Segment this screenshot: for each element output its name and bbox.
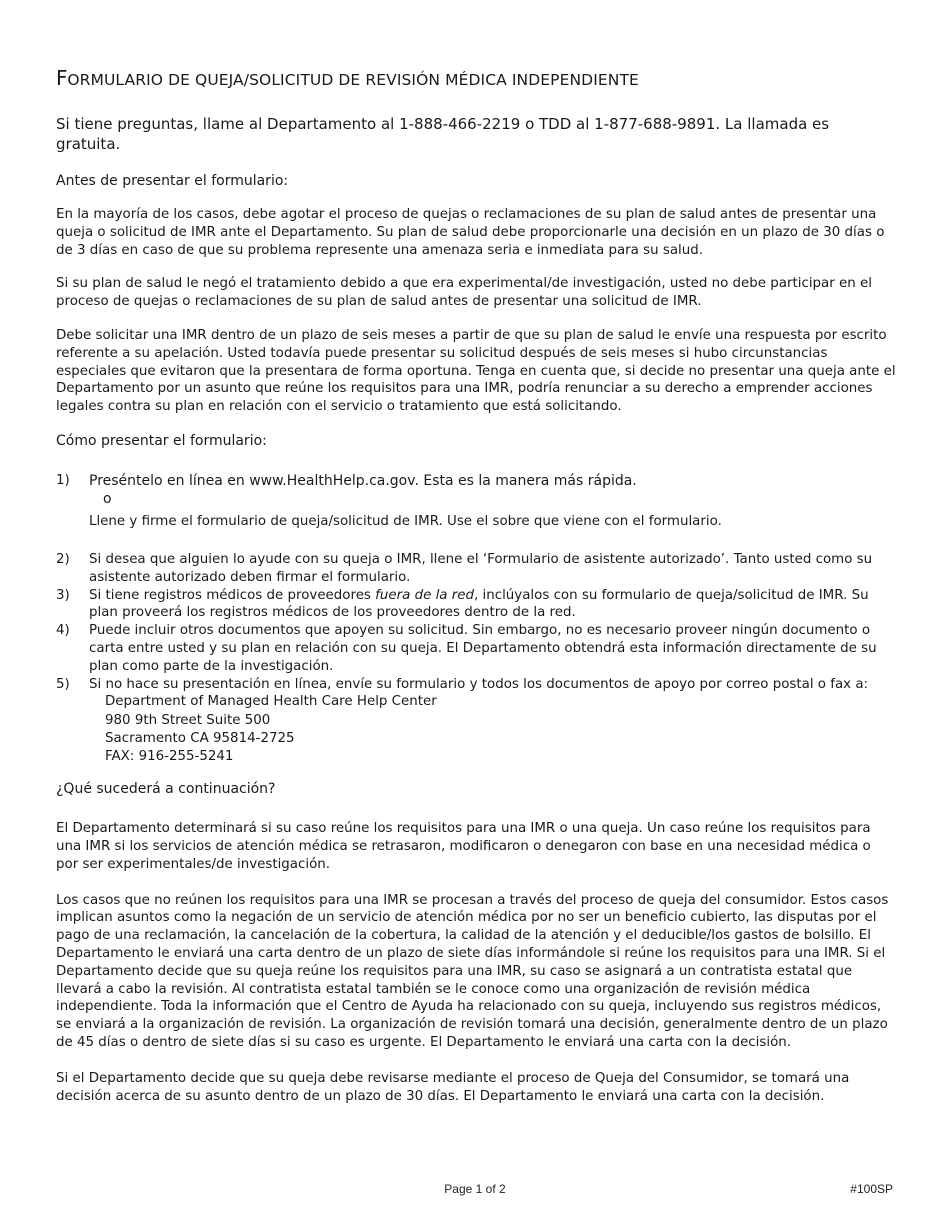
step4-text: Puede incluir otros documentos que apoyen su solicitud. Sin embargo, no es necesario proveer ningún documento o carta entre usted y su plan en relación con su queja. El Departamento obtendrá esta información directamente de su plan como parte de la investigación. [89,623,877,674]
before-paragraph-1: En la mayoría de los casos, debe agotar el proceso de quejas o reclamaciones de su plan de salud antes de presentar una queja o solicitud de IMR ante el Departamento. Su plan de salud debe proporcionarle una decisión en un plazo de 30 días o de 3 días en caso de que su problema represente una amenaza seria e inmediata para su salud. [56,207,885,258]
step-number: 1) [56,472,70,488]
page-number: Page 1 of 2 [444,1182,506,1196]
step-item-5 [56,676,896,767]
address-line: Sacramento CA 95814-2725 [105,730,295,746]
step-item-3 [56,587,896,623]
step1-or: o [103,490,112,507]
page-title [56,64,896,94]
steps-list [56,472,896,766]
title-first-letter: F [56,66,68,90]
how-heading: Cómo presentar el formulario: [56,432,267,449]
step-item-4 [56,622,896,675]
step2-text: Si desea que alguien lo ayude con su queja o IMR, llene el ‘Formulario de asistente autorizado’. Tanto usted como su asistente autorizado deben firmar el formulario. [89,551,873,585]
next-paragraph-2: Los casos que no reúnen los requisitos para una IMR se procesan a través del proceso de queja del consumidor. Estos casos implican asuntos como la negación de un servicio de atención médica por no ser un beneficio cubierto, las disputas por el pago de una reclamación, la cancelación de la cobertura, la calidad de la atención y el deducible/los gastos de bolsillo. El Departamento le enviará una carta dentro de un plazo de siete días informándole si reúne los requisitos para una IMR. Si el Departamento decide que su queja reúne los requisitos para una IMR, su caso se asignará a un contratista estatal que llevará a cabo la revisión. Al contratista estatal también se le conoce como una organización de revisión médica independiente. Toda la información que el Centro de Ayuda ha relacionado con su queja, incluyendo sus registros médicos, se enviará a la organización de revisión. La organización de revisión tomará una decisión, generalmente dentro de un plazo de 45 días o dentro de siete días si su caso es urgente. El Departamento le enviará una carta con la decisión. [56,892,889,1050]
before-heading: Antes de presentar el formulario: [56,173,289,189]
step-item-2 [56,551,896,587]
mailing-address [89,693,896,766]
step3-text-post: , inclúyalos con su formulario de queja/solicitud de IMR. Su plan proveerá los registros médicos de los proveedores dentro de la red. [89,587,869,621]
step-item-1 [56,472,896,531]
form-code: #100SP [850,1182,893,1196]
before-paragraph-2: Si su plan de salud le negó el tratamiento debido a que era experimental/de investigación, usted no debe participar en el proceso de quejas o reclamaciones de su plan de salud antes de presentar una solicitud de IMR. [56,276,872,310]
address-line: Department of Managed Health Care Help Center [105,694,437,710]
next-heading: ¿Qué sucederá a continuación? [56,781,276,798]
step3-text-pre: Si tiene registros médicos de proveedores [89,587,376,603]
next-paragraph-1: El Departamento determinará si su caso reúne los requisitos para una IMR o una queja. Un caso reúne los requisitos para una IMR si los servicios de atención médica se retrasaron, modificaron o denegaron con base en una necesidad médica o por ser experimentales/de investigación. [56,821,871,872]
step3-text-italic: fuera de la red [375,587,474,603]
step-number: 3) [56,587,70,603]
step5-text: Si no hace su presentación en línea, envíe su formulario y todos los documentos de apoyo por correo postal o fax a: [89,676,869,692]
address-line: FAX: 916-255-5241 [105,748,234,764]
title-rest: ORMULARIO DE QUEJA/SOLICITUD DE REVISIÓN MÉDICA INDEPENDIENTE [67,71,639,89]
next-paragraph-3: Si el Departamento decide que su queja debe revisarse mediante el proceso de Queja del Consumidor, se tomará una decisión acerca de su asunto dentro de un plazo de 30 días. El Departamento le enviará una carta con la decisión. [56,1070,850,1104]
step1-mail-text: Llene y firme el formulario de queja/solicitud de IMR. Use el sobre que viene con el formulario. [89,513,722,529]
document-page [56,64,896,1121]
step-number: 4) [56,623,70,639]
intro-text: Si tiene preguntas, llame al Departamento al 1-888-466-2219 o TDD al 1-877-688-9891. La llamada es gratuita. [56,115,830,153]
step1-online-text: Preséntelo en línea en www.HealthHelp.ca.gov. Esta es la manera más rápida. [89,472,637,489]
address-line: 980 9th Street Suite 500 [105,712,271,728]
step-number: 2) [56,551,70,567]
step-number: 5) [56,676,70,692]
before-paragraph-3: Debe solicitar una IMR dentro de un plazo de seis meses a partir de que su plan de salud le envíe una respuesta por escrito referente a su apelación. Usted todavía puede presentar su solicitud después de seis meses si hubo circunstancias especiales que evitaron que la presentara de forma oportuna. Tenga en cuenta que, si decide no presentar una queja ante el Departamento por un asunto que reúne los requisitos para una IMR, podría renunciar a su derecho a emprender acciones legales contra su plan en relación con el servicio o tratamiento que está solicitando. [56,327,896,415]
